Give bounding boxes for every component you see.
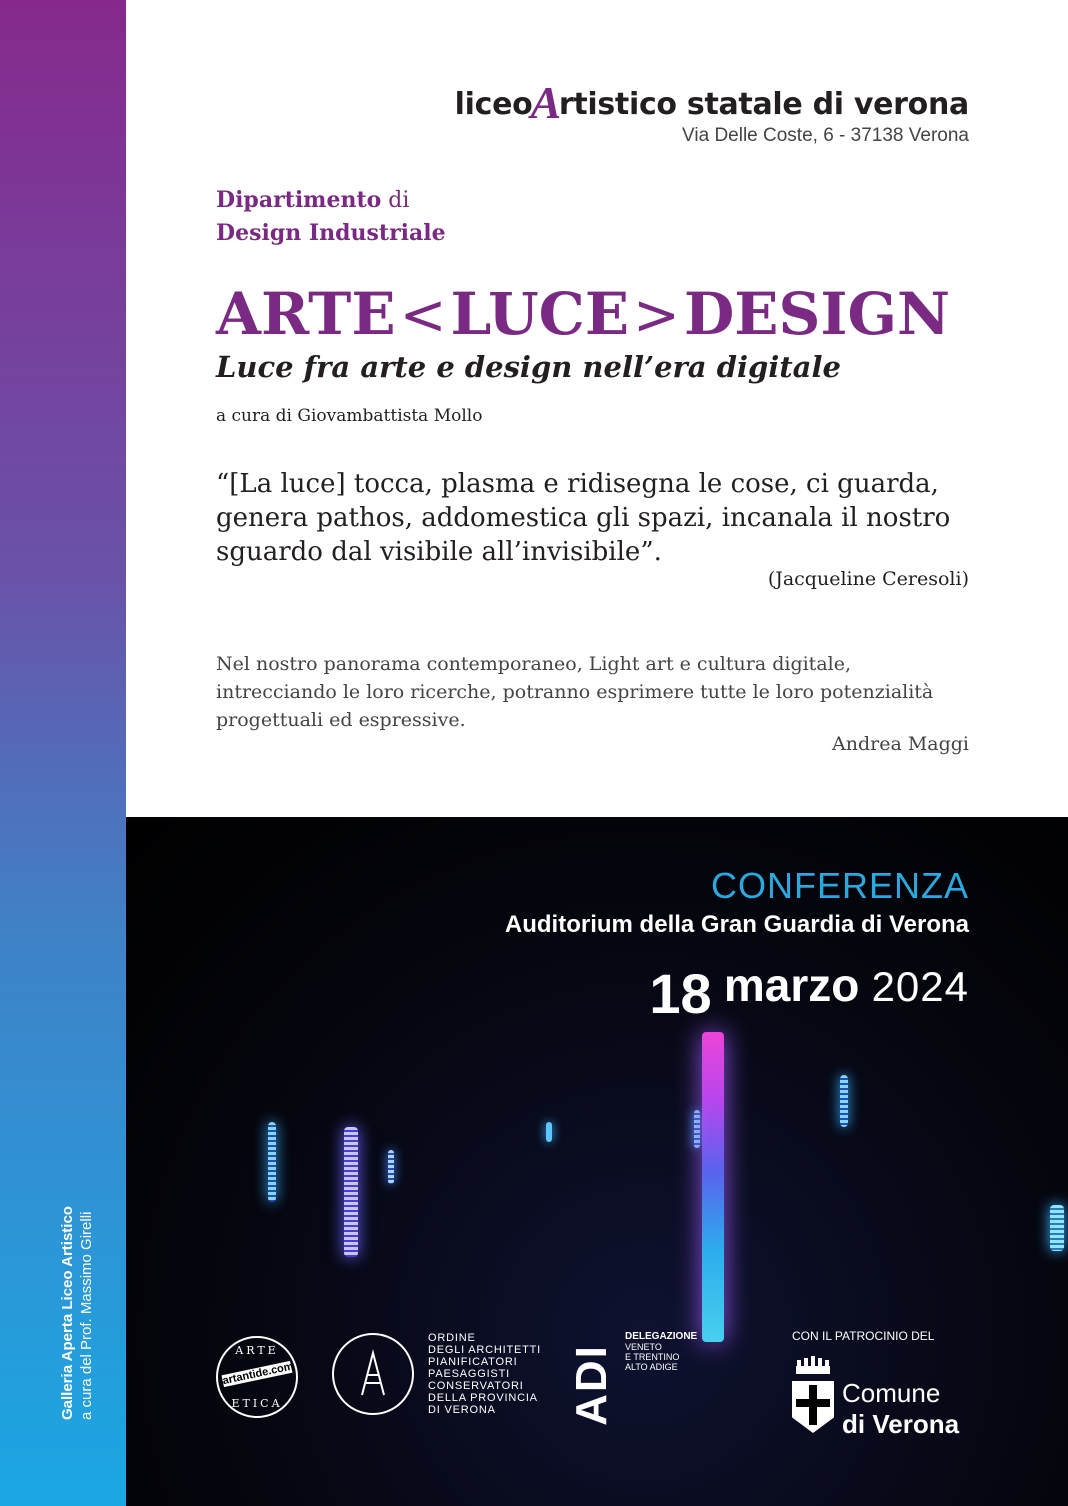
department-name: Design Industriale bbox=[216, 220, 446, 246]
architects-line: PAESAGGISTI bbox=[428, 1368, 510, 1380]
event-date bbox=[505, 952, 969, 1025]
school-logo-letter: A bbox=[530, 77, 561, 128]
arte-logo-top: ARTE bbox=[235, 1344, 279, 1357]
event-title bbox=[216, 282, 950, 348]
statement-author: Andrea Maggi bbox=[832, 733, 969, 755]
architects-line: ORDINE bbox=[428, 1332, 476, 1344]
event-details bbox=[504, 865, 969, 1025]
architects-a-logo-icon bbox=[332, 1333, 414, 1415]
patronage-label: CON IL PATROCINIO DEL bbox=[792, 1329, 935, 1343]
adi-mark-text: ADI bbox=[566, 1344, 616, 1426]
architects-line: DEGLI ARCHITETTI bbox=[428, 1344, 542, 1356]
light-tube bbox=[388, 1150, 394, 1184]
school-name-part2: rtistico statale di verona bbox=[558, 87, 969, 122]
comune-line2: di Verona bbox=[842, 1409, 960, 1439]
arte-logo-middle: artantide.com bbox=[221, 1360, 295, 1388]
comune-line1: Comune bbox=[842, 1378, 941, 1408]
gallery-curator: a cura del Prof. Massimo Girelli bbox=[78, 1211, 95, 1420]
comune-di-verona bbox=[842, 1378, 959, 1440]
light-tube bbox=[268, 1122, 276, 1202]
event-type: CONFERENZA bbox=[710, 865, 969, 906]
light-tube bbox=[546, 1122, 552, 1142]
event-venue: Auditorium della Gran Guardia di Verona bbox=[504, 911, 969, 938]
adi-line: E TRENTINO bbox=[625, 1352, 680, 1362]
department-connector: di bbox=[381, 188, 410, 213]
department-heading bbox=[216, 184, 446, 249]
chevron-right-icon: > bbox=[633, 283, 680, 348]
light-tube bbox=[702, 1032, 724, 1342]
architects-line: PIANIFICATORI bbox=[428, 1356, 518, 1368]
title-word-luce: LUCE bbox=[450, 280, 630, 348]
event-month: marzo bbox=[723, 959, 860, 1011]
adi-line: VENETO bbox=[625, 1342, 662, 1352]
event-year: 2024 bbox=[871, 963, 969, 1010]
school-name-part1: liceo bbox=[454, 87, 533, 122]
architects-line: DI VERONA bbox=[428, 1404, 496, 1416]
school-address: Via Delle Coste, 6 - 37138 Verona bbox=[682, 125, 969, 146]
school-logo-text bbox=[454, 72, 969, 128]
event-curator: a cura di Giovambattista Mollo bbox=[216, 406, 483, 426]
adi-delegation-text bbox=[625, 1332, 697, 1372]
statement-text: Nel nostro panorama contemporaneo, Light art e cultura digitale, intrecciando le loro ricerche, potranno esprimere tutte le loro potenzialità progettuali ed espressive. bbox=[216, 653, 934, 731]
title-word-arte: ARTE bbox=[216, 280, 396, 348]
crown-icon bbox=[794, 1352, 832, 1376]
gallery-label: Galleria Aperta Liceo Artistico bbox=[59, 1206, 76, 1420]
chevron-left-icon: < bbox=[399, 283, 447, 348]
school-header bbox=[455, 72, 969, 147]
quote-author: (Jacqueline Ceresoli) bbox=[767, 568, 969, 590]
adi-line: DELEGAZIONE bbox=[625, 1331, 698, 1342]
arte-etica-logo bbox=[216, 1336, 298, 1418]
light-tube bbox=[840, 1075, 848, 1127]
architects-order-text bbox=[428, 1332, 541, 1416]
adi-mark bbox=[566, 1332, 621, 1426]
title-word-design: DESIGN bbox=[683, 280, 951, 348]
arte-logo-bottom: ETICA bbox=[231, 1397, 283, 1410]
architects-line: CONSERVATORI bbox=[428, 1380, 524, 1392]
light-tube bbox=[1050, 1205, 1064, 1251]
quote-text: “[La luce] tocca, plasma e ridisegna le cose, ci guarda, genera pathos, addomestica gli spazi, incanala il nostro sguardo dal visibile all’invisibile”. bbox=[216, 469, 951, 567]
sidebar-gradient-band bbox=[0, 0, 126, 1506]
event-subtitle: Luce fra arte e design nell’era digitale bbox=[216, 350, 841, 384]
light-tube bbox=[694, 1110, 700, 1148]
department-word: Dipartimento bbox=[216, 187, 382, 213]
architects-line: DELLA PROVINCIA bbox=[428, 1392, 538, 1404]
adi-line: ALTO ADIGE bbox=[625, 1362, 678, 1372]
light-tube bbox=[344, 1127, 358, 1257]
sidebar-credits bbox=[58, 1120, 96, 1420]
event-day: 18 bbox=[649, 962, 712, 1025]
